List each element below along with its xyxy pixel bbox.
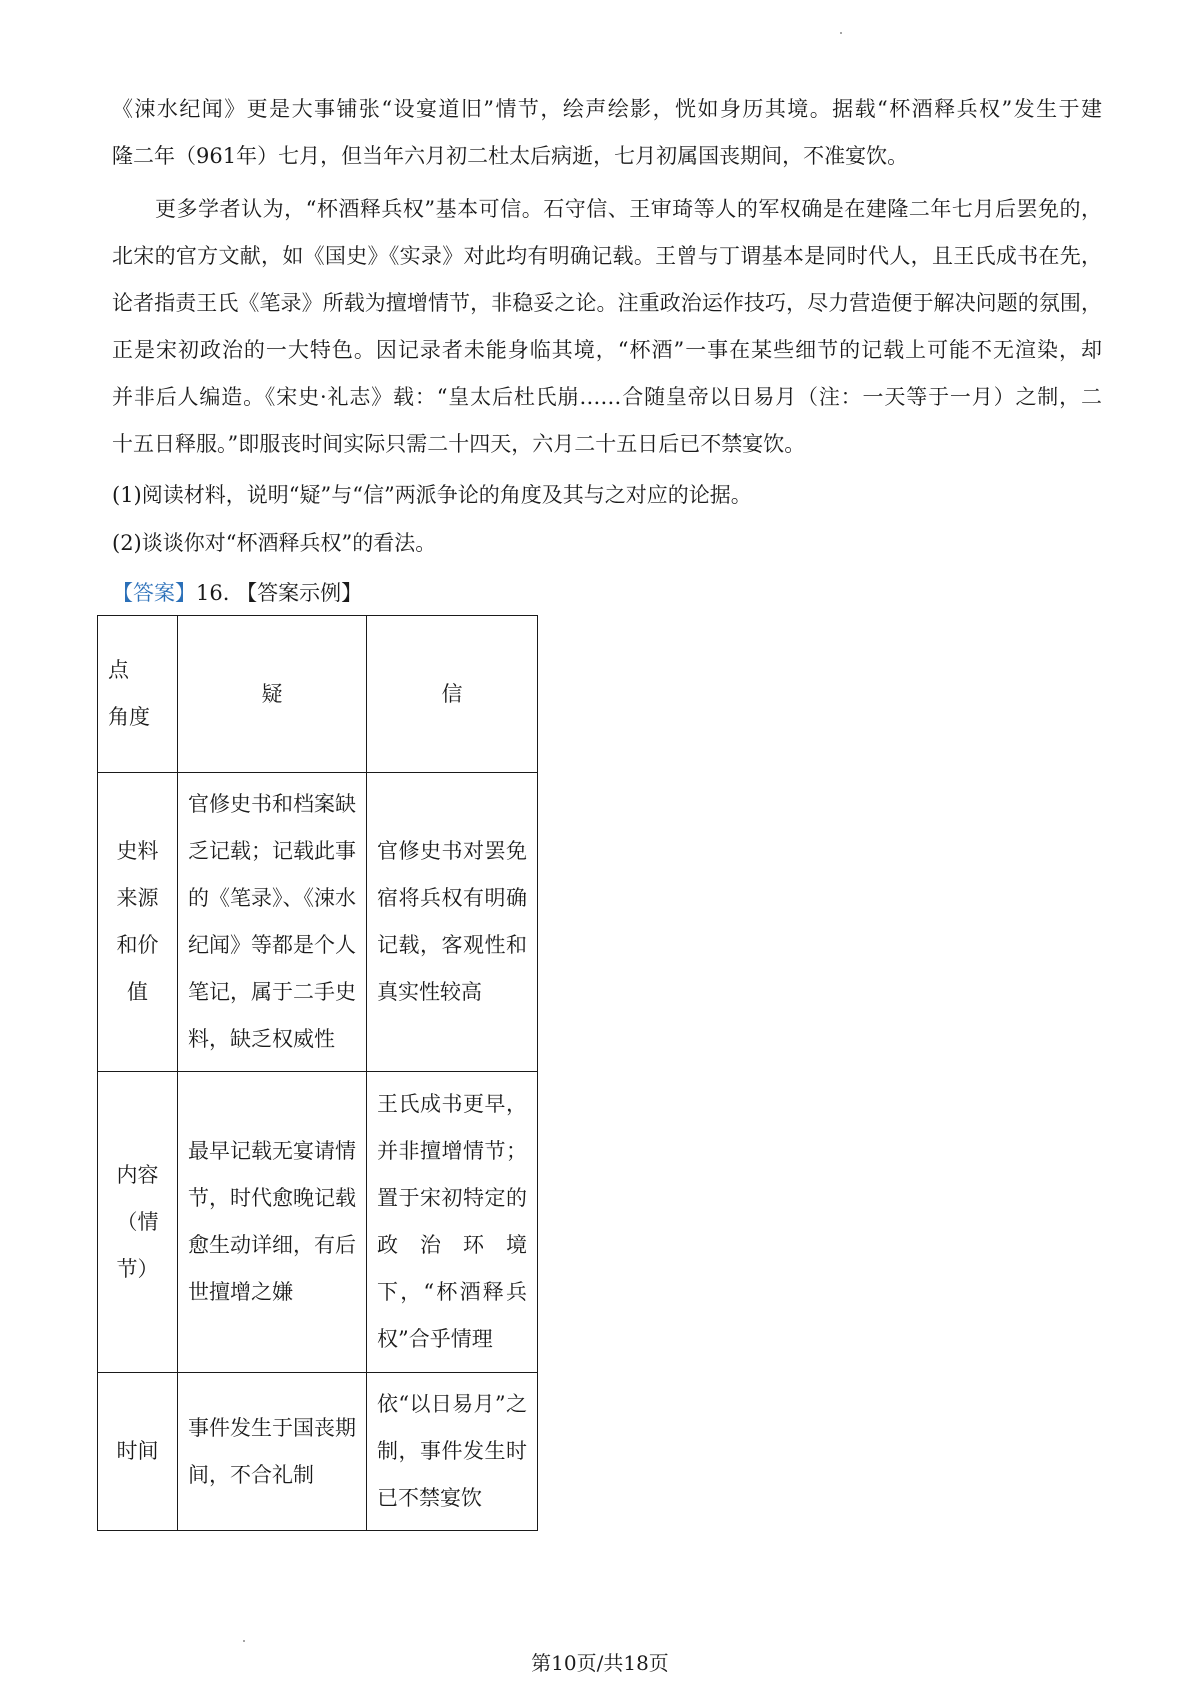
- text-line: 论者指责王氏《笔录》所载为擅增情节，非稳妥之论。注重政治运作技巧，尽力营造便于解决问题的氛围，: [112, 291, 1102, 315]
- answer-example-label: 【答案示例】: [236, 581, 363, 605]
- angle-cell: 时间: [98, 1373, 178, 1531]
- belief-cell: 王氏成书更早，并非擅增情节；置于宋初特定的政治环境下，“杯酒释兵权”合乎情理: [367, 1072, 538, 1373]
- corner-top-label: 点: [108, 658, 129, 682]
- belief-cell: 依“以日易月”之制，事件发生时已不禁宴饮: [367, 1373, 538, 1531]
- doubt-cell: 官修史书和档案缺乏记载；记载此事的《笔录》、《涑水纪闻》等都是个人笔记，属于二手史料，缺乏权威性: [178, 773, 367, 1072]
- page-footer: 第10页/共18页: [531, 1651, 669, 1675]
- scan-speck: [243, 1640, 245, 1642]
- paragraph-1: [112, 86, 1102, 180]
- header-belief: 信: [367, 616, 538, 773]
- table-header-row: [98, 616, 538, 773]
- corner-bottom-label: 角度: [108, 705, 150, 729]
- paragraph-2: [112, 186, 1102, 468]
- text-line: 正是宋初政治的一大特色。因记录者未能身临其境，“杯酒”一事在某些细节的记载上可能不无渲染，却: [112, 338, 1102, 362]
- text-line: 十五日释服。”即服丧时间实际只需二十四天，六月二十五日后已不禁宴饮。: [112, 432, 806, 456]
- text-line: 隆二年（961年）七月，但当年六月初二杜太后病逝，七月初属国丧期间，不准宴饮。: [112, 144, 909, 168]
- scan-speck: [840, 32, 842, 34]
- table-row: [98, 1373, 538, 1531]
- table-row: [98, 773, 538, 1072]
- header-doubt: 疑: [178, 616, 367, 773]
- answer-table: [97, 615, 538, 1531]
- belief-cell: 官修史书对罢免宿将兵权有明确记载，客观性和真实性较高: [367, 773, 538, 1072]
- table-row: [98, 1072, 538, 1373]
- answer-heading: [112, 570, 362, 617]
- question-number: 16.: [196, 581, 230, 605]
- angle-cell: 内容（情节）: [98, 1072, 178, 1373]
- text-line: 《涑水纪闻》更是大事铺张“设宴道旧”情节，绘声绘影，恍如身历其境。据载“杯酒释兵权”发生于建: [112, 97, 1102, 121]
- question-1: (1)阅读材料，说明“疑”与“信”两派争论的角度及其与之对应的论据。: [112, 483, 752, 507]
- question-2: (2)谈谈你对“杯酒释兵权”的看法。: [112, 531, 437, 555]
- text-line: 更多学者认为，“杯酒释兵权”基本可信。石守信、王审琦等人的军权确是在建隆二年七月后罢免的，: [112, 197, 1102, 221]
- corner-cell: [98, 616, 178, 773]
- doubt-cell: 事件发生于国丧期间，不合礼制: [178, 1373, 367, 1531]
- text-line: 并非后人编造。《宋史·礼志》载：“皇太后杜氏崩……合随皇帝以日易月（注：一天等于一月）之制，二: [112, 385, 1102, 409]
- doubt-cell: 最早记载无宴请情节，时代愈晚记载愈生动详细，有后世擅增之嫌: [178, 1072, 367, 1373]
- answer-tag: 【答案】: [112, 581, 196, 605]
- angle-cell: 史料来源和价值: [98, 773, 178, 1072]
- text-line: 北宋的官方文献，如《国史》《实录》对此均有明确记载。王曾与丁谓基本是同时代人，且王氏成书在先，: [112, 244, 1102, 268]
